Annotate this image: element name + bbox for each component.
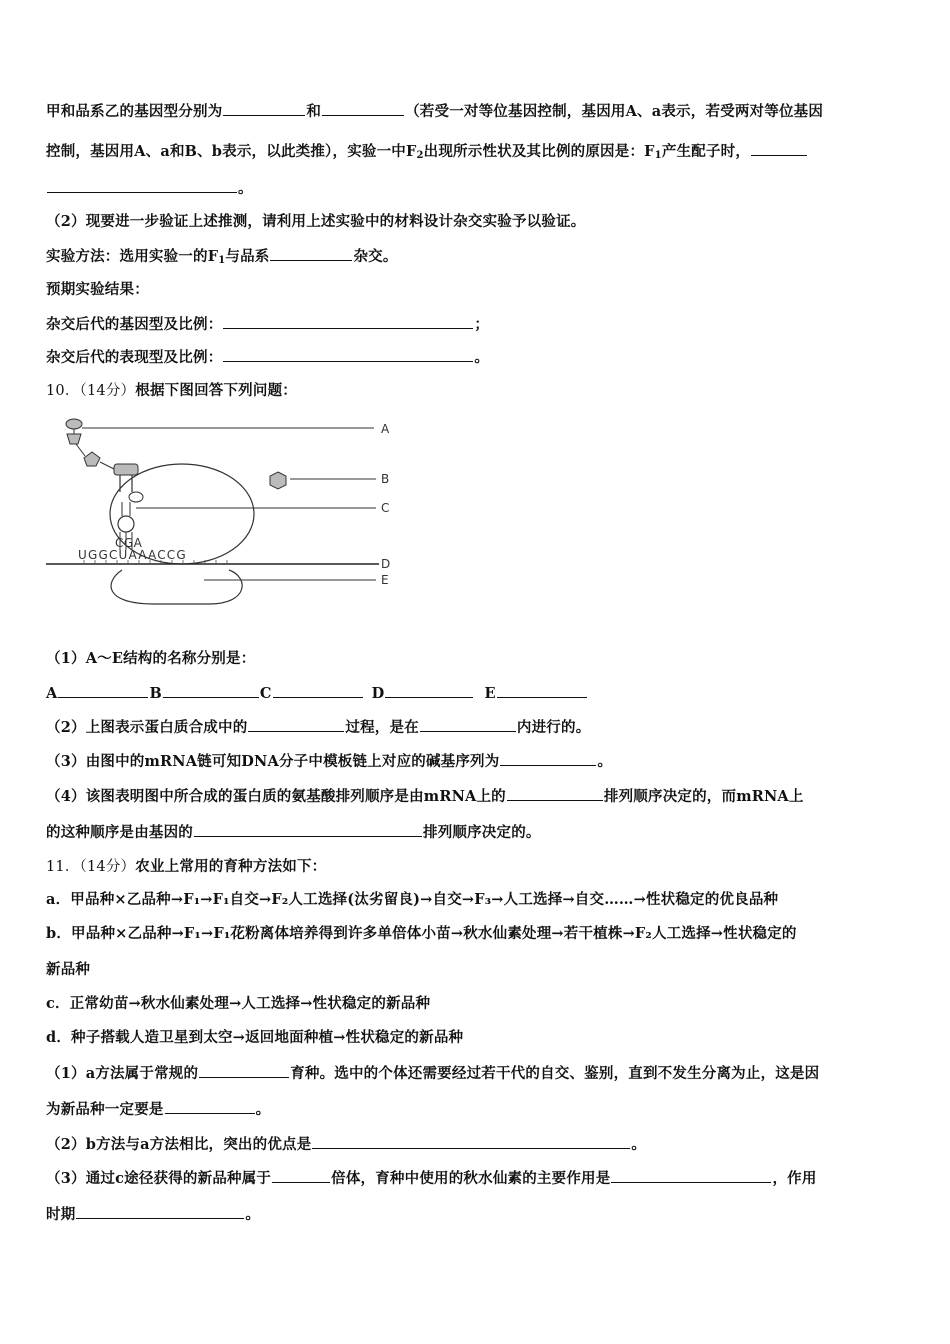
answer-blank[interactable]	[47, 178, 237, 193]
q10-text: （3）由图中的mRNA链可知DNA分子中模板链上对应的碱基序列为	[46, 753, 500, 770]
answer-blank[interactable]	[385, 683, 473, 698]
question-title: 根据下图回答下列问题：	[135, 382, 297, 399]
subscript: 1	[654, 150, 662, 161]
q10-text: （2）上图表示蛋白质合成中的	[46, 719, 248, 736]
anticodon-text: CGA	[115, 536, 143, 550]
trna-stem	[120, 475, 132, 492]
q10-part4	[46, 786, 804, 807]
amino-acid-bead	[66, 419, 82, 429]
answer-blank[interactable]	[248, 717, 344, 732]
q10-text: 内进行的。	[516, 719, 591, 736]
q11-method-b-cont: 新品种	[46, 961, 91, 978]
ribosome-small-subunit	[111, 570, 242, 604]
q11-part1	[46, 1063, 819, 1084]
q9-text: ；	[474, 316, 490, 333]
q9-expected: 预期实验结果：	[46, 281, 149, 298]
question-title: 农业上常用的育种方法如下：	[135, 858, 327, 875]
q10-text: 排列顺序决定的。	[423, 824, 541, 841]
q9-text: 与品系	[225, 248, 270, 265]
amino-acid-bead	[67, 434, 81, 444]
q9-part2: （2）现要进一步验证上述推测，请利用上述实验中的材料设计杂交实验予以验证。	[46, 213, 586, 230]
q9-text: 实验方法：选用实验一的F	[46, 248, 219, 265]
q9-genotype	[46, 314, 489, 335]
q11-method-c: c．正常幼苗→秋水仙素处理→人工选择→性状稳定的新品种	[46, 995, 431, 1012]
q11-method-a: a．甲品种×乙品种→F₁→F₁自交→F₂人工选择(汰劣留良)→自交→F₃→人工选择→自交……→性状稳定的优良品种	[46, 891, 779, 908]
q11-text: 时期	[46, 1206, 76, 1223]
answer-blank[interactable]	[611, 1168, 771, 1183]
q11-text: 倍体，育种中使用的秋水仙素的主要作用是	[331, 1170, 611, 1187]
q9-text: 。	[474, 349, 490, 366]
answer-blank[interactable]	[194, 822, 422, 837]
q10-text: （4）该图表明图中所合成的蛋白质的氨基酸排列顺序是由mRNA上的	[46, 788, 506, 805]
q11-text: ，作用	[772, 1170, 817, 1187]
q11-part2	[46, 1134, 646, 1155]
answer-blank[interactable]	[270, 246, 352, 261]
amino-acid-bead	[84, 452, 100, 466]
answer-blank[interactable]	[420, 717, 516, 732]
q11-text: （3）通过c途径获得的新品种属于	[46, 1170, 272, 1187]
q9-text: 甲和品系乙的基因型分别为	[46, 103, 223, 120]
answer-blank[interactable]	[751, 141, 807, 156]
q9-text: 出现所示性状及其比例的原因是：F	[423, 143, 655, 160]
q9-text: 。	[238, 180, 253, 197]
answer-blank[interactable]	[58, 683, 148, 698]
q9-text: （若受一对等位基因控制，基因用A、a表示，若受两对等位基因	[405, 103, 824, 120]
label-d: D	[381, 557, 391, 571]
answer-blank[interactable]	[500, 751, 596, 766]
q9-text: 和	[306, 103, 322, 120]
q11-text: 。	[245, 1206, 261, 1223]
q10-part3	[46, 751, 612, 772]
subscript: 2	[416, 150, 424, 161]
q9-method	[46, 246, 398, 271]
q10-part2	[46, 717, 590, 738]
letter-e: E	[484, 685, 496, 702]
label-b: B	[381, 472, 390, 486]
q11-text: （1）a方法属于常规的	[46, 1065, 199, 1082]
q9-text: 杂交。	[353, 248, 398, 265]
q9-text: 杂交后代的基因型及比例：	[46, 316, 223, 333]
q10-text: 排列顺序决定的，而mRNA上	[603, 788, 804, 805]
answer-blank[interactable]	[312, 1134, 630, 1149]
letter-b: B	[149, 685, 162, 702]
q11-text: 。	[255, 1101, 271, 1118]
q10-part4-cont	[46, 822, 541, 843]
q9-line3	[46, 178, 253, 199]
free-amino-acid	[270, 472, 286, 489]
q11-part1-cont	[46, 1099, 270, 1120]
q9-text: 控制，基因用A、a和B、b表示，以此类推），实验一中F	[46, 143, 417, 160]
label-a: A	[381, 422, 390, 436]
question-number: 10．（14分）	[46, 383, 136, 399]
trna-anticodon-loop	[118, 516, 134, 532]
q10-text: 。	[597, 753, 613, 770]
q11-method-b: b．甲品种×乙品种→F₁→F₁花粉离体培养得到许多单倍体小苗→秋水仙素处理→若干植株→F₂人工选择→性状稳定的	[46, 925, 797, 942]
letter-d: D	[371, 685, 385, 702]
letter-c: C	[259, 685, 272, 702]
letter-a: A	[46, 685, 58, 702]
q9-text: 产生配子时，	[661, 143, 751, 160]
q10-heading	[46, 381, 297, 401]
answer-blank[interactable]	[165, 1099, 255, 1114]
q10-part1: （1）A～E结构的名称分别是：	[46, 650, 256, 667]
q11-part3-cont	[46, 1204, 260, 1225]
q11-part3	[46, 1168, 817, 1189]
answer-blank[interactable]	[199, 1063, 289, 1078]
mrna-sequence-text: UGGCUAAACCG	[78, 548, 187, 562]
answer-blank[interactable]	[273, 683, 363, 698]
answer-blank[interactable]	[322, 101, 404, 116]
answer-blank[interactable]	[76, 1204, 244, 1219]
answer-blank[interactable]	[272, 1168, 330, 1183]
q10-text: 的这种顺序是由基因的	[46, 824, 193, 841]
answer-blank[interactable]	[223, 314, 473, 329]
q9-line2	[46, 141, 808, 166]
trna-loop	[129, 492, 143, 502]
answer-blank[interactable]	[223, 347, 473, 362]
question-number: 11．（14分）	[46, 859, 136, 875]
label-c: C	[381, 501, 390, 515]
q9-text: 杂交后代的表现型及比例：	[46, 349, 223, 366]
amino-acid-bead	[114, 464, 138, 475]
q10-text: 过程，是在	[345, 719, 419, 736]
q11-text: 。	[631, 1136, 647, 1153]
q11-text: （2）b方法与a方法相比，突出的优点是	[46, 1136, 312, 1153]
subscript: 1	[218, 255, 226, 266]
q10-blanks-row	[46, 683, 588, 704]
answer-blank[interactable]	[163, 683, 259, 698]
q11-text: 为新品种一定要是	[46, 1101, 164, 1118]
answer-blank[interactable]	[497, 683, 587, 698]
answer-blank[interactable]	[223, 101, 305, 116]
q11-heading	[46, 857, 326, 877]
label-e: E	[381, 573, 389, 587]
q11-text: 育种。选中的个体还需要经过若干代的自交、鉴别，直到不发生分离为止，这是因	[290, 1065, 820, 1082]
q11-method-d: d．种子搭载人造卫星到太空→返回地面种植→性状稳定的新品种	[46, 1029, 464, 1046]
translation-diagram	[44, 412, 404, 612]
answer-blank[interactable]	[507, 786, 603, 801]
q9-phenotype	[46, 347, 489, 368]
q9-line1	[46, 101, 823, 122]
